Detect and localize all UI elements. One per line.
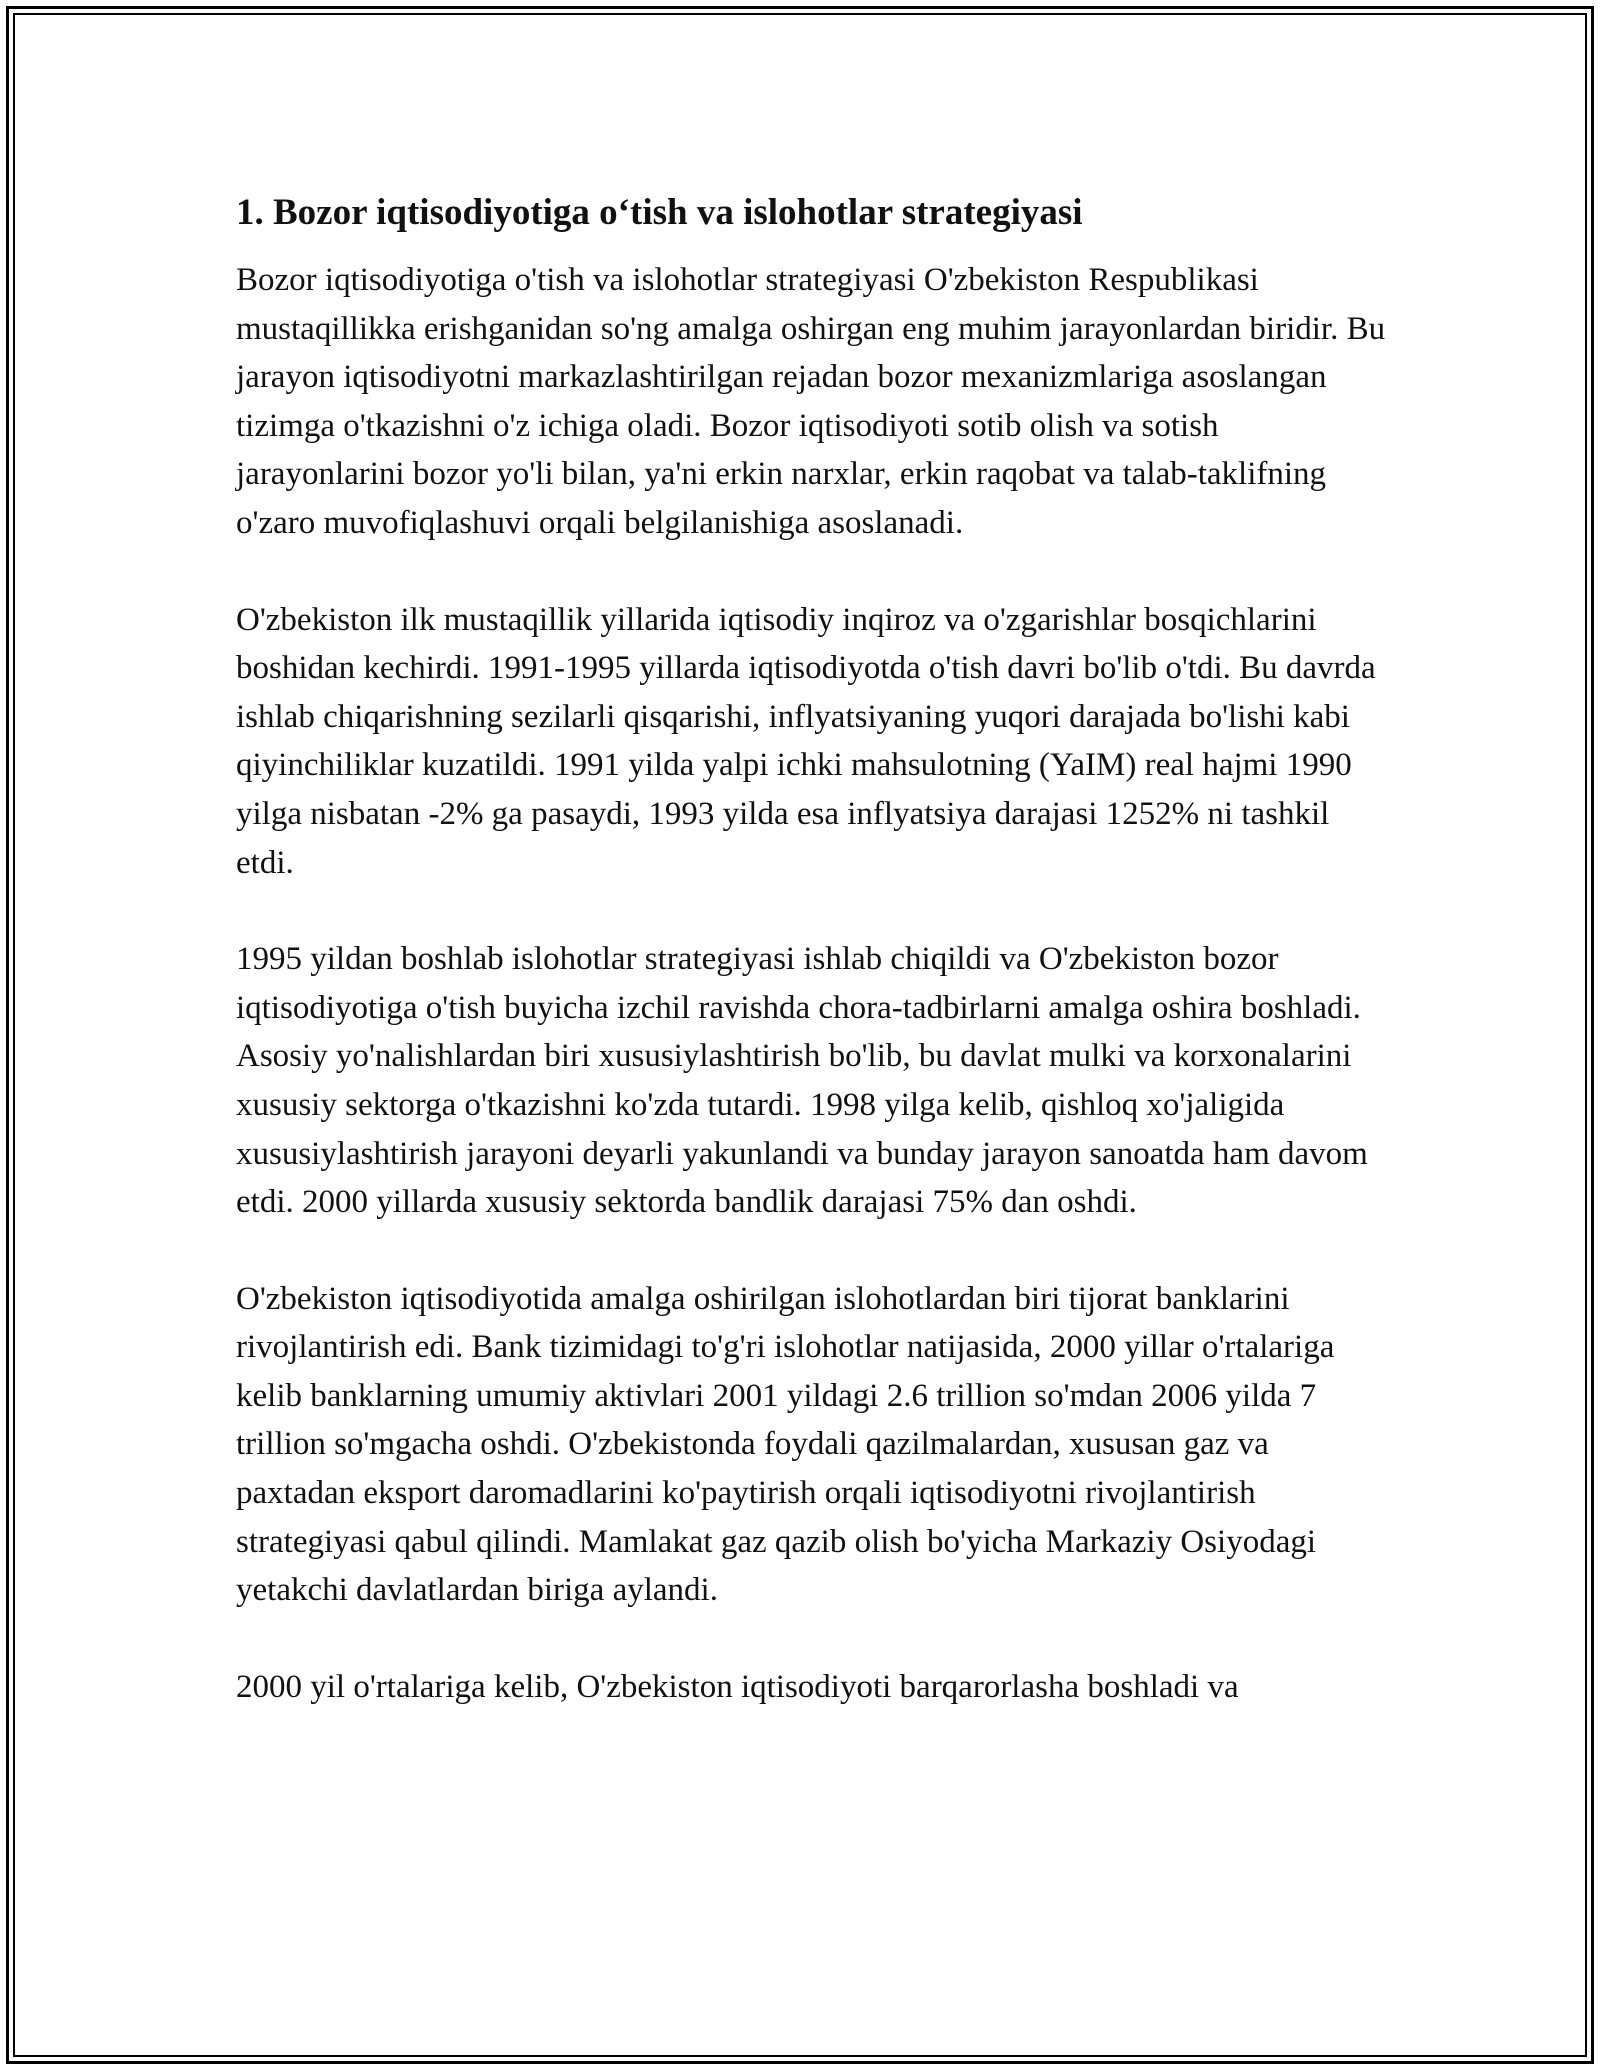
section-heading: 1. Bozor iqtisodiyotiga o‘tish va islohotlar strategiyasi: [236, 192, 1083, 233]
paragraph-5: 2000 yil o'rtalariga kelib, O'zbekiston iqtisodiyoti barqarorlasha boshladi va: [236, 1668, 1239, 1705]
paragraph-1: Bozor iqtisodiyotiga o'tish va islohotlar strategiyasi O'zbekiston Respublikasi mustaqillikka erishganidan so'ng amalga oshirgan eng muhim jarayonlardan biridir. Bu jarayon iqtisodiyotni markazlashtirilgan rejadan bozor mexanizmlariga asoslangan tizimga o'tkazishni o'z ichiga oladi. Bozor iqtisodiyoti sotib olish va sotish jarayonlarini bozor yo'li bilan, ya'ni erkin narxlar, erkin raqobat va talab-taklifning o'zaro muvofiqlashuvi orqali belgilanishiga asoslanadi.: [236, 262, 1386, 541]
document-body: [236, 188, 1386, 1711]
paragraph-4: O'zbekiston iqtisodiyotida amalga oshirilgan islohotlardan biri tijorat banklarini rivojlantirish edi. Bank tizimidagi to'g'ri islohotlar natijasida, 2000 yillar o'rtalariga kelib banklarning umumiy aktivlari 2001 yildagi 2.6 trillion so'mdan 2006 yilda 7 trillion so'mgacha oshdi. O'zbekistonda foydali qazilmalardan, xususan gaz va paxtadan eksport daromadlarini ko'paytirish orqali iqtisodiyotni rivojlantirish strategiyasi qabul qilindi. Mamlakat gaz qazib olish bo'yicha Markaziy Osiyodagi yetakchi davlatlardan biriga aylandi.: [236, 1280, 1335, 1609]
paragraph-3: 1995 yildan boshlab islohotlar strategiyasi ishlab chiqildi va O'zbekiston bozor iqtisodiyotiga o'tish buyicha izchil ravishda chora-tadbirlarni amalga oshira boshladi. Asosiy yo'nalishlardan biri xususiylashtirish bo'lib, bu davlat mulki va korxonalarini xususiy sektorga o'tkazishni ko'zda tutardi. 1998 yilga kelib, qishloq xo'jaligida xususiylashtirish jarayoni deyarli yakunlandi va bunday jarayon sanoatda ham davom etdi. 2000 yillarda xususiy sektorda bandlik darajasi 75% dan oshdi.: [236, 941, 1368, 1221]
paragraph-2: O'zbekiston ilk mustaqillik yillarida iqtisodiy inqiroz va o'zgarishlar bosqichlarini boshidan kechirdi. 1991-1995 yillarda iqtisodiyotda o'tish davri bo'lib o'tdi. Bu davrda ishlab chiqarishning sezilarli qisqarishi, inflyatsiyaning yuqori darajada bo'lishi kabi qiyinchiliklar kuzatildi. 1991 yilda yalpi ichki mahsulotning (YaIM) real hajmi 1990 yilga nisbatan -2% ga pasaydi, 1993 yilda esa inflyatsiya darajasi 1252% ni tashkil etdi.: [236, 601, 1376, 881]
